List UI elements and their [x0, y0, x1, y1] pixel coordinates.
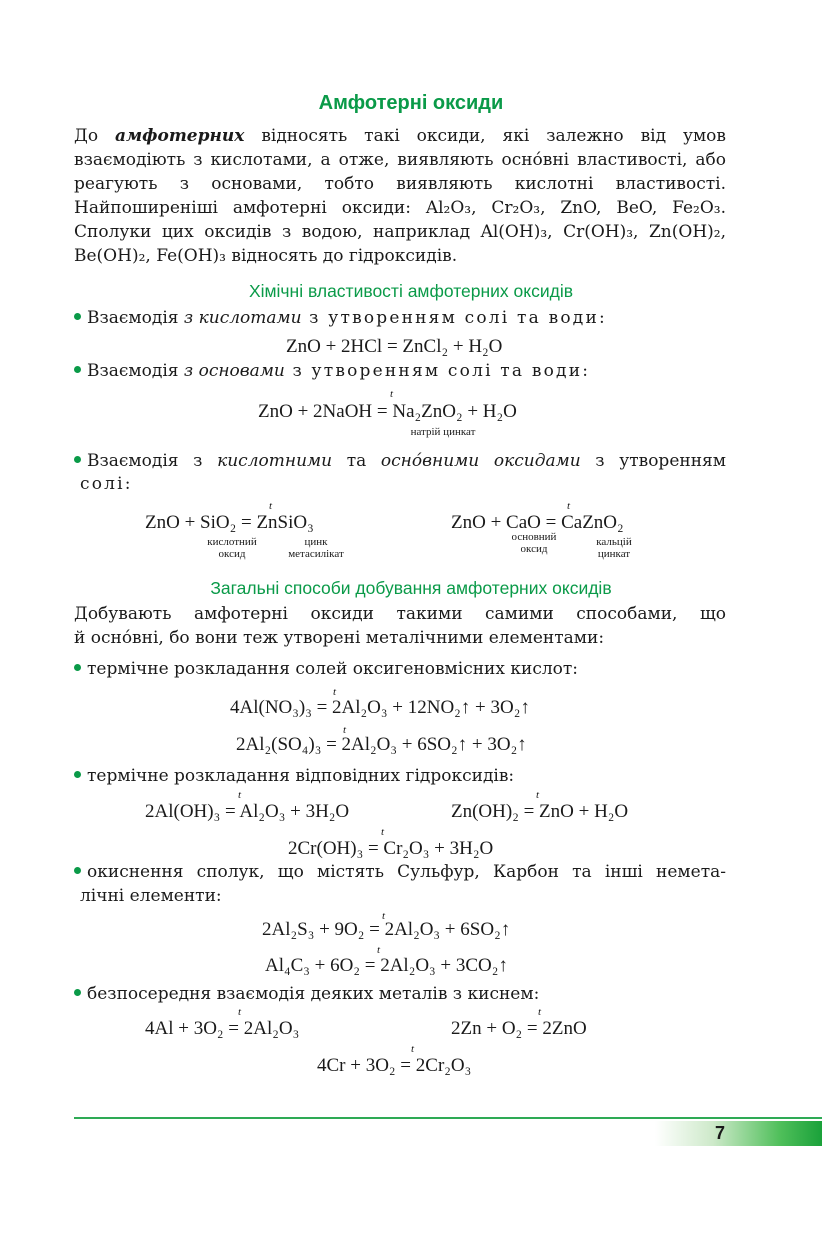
equation-al-sulfide: 2Al₂S₃ + 9O₂ = 2Al₂O₃ + 6SO₂↑	[262, 919, 511, 940]
bullet-oxides-line1: Взаємодія з кислотними та осно́вними оксидами з утворенням	[74, 451, 726, 471]
equation-al-hydroxide: 2Al(OH)₃ = Al₂O₃ + 3H₂O	[145, 801, 350, 822]
bullet-salt-decomposition: термічне розкладання солей оксигеновмісних кислот:	[74, 659, 726, 679]
condition-mark: t	[411, 1043, 415, 1055]
equation-zno-naoh: ZnO + 2NaOH = Na₂ZnO₂ + H₂O	[258, 401, 517, 422]
condition-mark: t	[269, 500, 273, 512]
equation-al-nitrate: 4Al(NO₃)₃ = 2Al₂O₃ + 12NO₂↑ + 3O₂↑	[230, 697, 530, 718]
bullet-icon	[74, 771, 81, 778]
note-acidic-oxide: кислотний оксид	[207, 536, 257, 560]
equation-zno-sio2: ZnO + SiO₂ = ZnSiO₃	[145, 512, 314, 533]
condition-mark: t	[567, 500, 571, 512]
bullet-oxidation-line1: окиснення сполук, що містять Сульфур, Карбон та інші немета-	[74, 862, 726, 882]
equation-al-oxygen: 4Al + 3O₂ = 2Al₂O₃	[145, 1018, 300, 1039]
condition-mark: t	[343, 724, 347, 736]
condition-mark: t	[377, 944, 381, 956]
footer-rule	[74, 1117, 822, 1119]
bullet-oxides-line2: солі:	[80, 474, 133, 494]
page-number-bar	[655, 1121, 822, 1146]
bullet-icon	[74, 867, 81, 874]
prep-paragraph-line1: Добувають амфотерні оксиди такими самими способами, що	[74, 604, 726, 624]
condition-mark: t	[538, 1006, 542, 1018]
condition-mark: t	[238, 1006, 242, 1018]
equation-cr-hydroxide: 2Cr(OH)₃ = Cr₂O₃ + 3H₂O	[288, 838, 494, 859]
section-title-amphoteric-oxides: Амфотерні оксиди	[318, 92, 504, 114]
equation-al-carbide: Al₄C₃ + 6O₂ = 2Al₂O₃ + 3CO₂↑	[265, 955, 508, 976]
note-zinc-metasilicate: цинк метасилікат	[288, 536, 344, 560]
prep-paragraph-line2: й осно́вні, бо вони теж утворені металічними елементами:	[74, 628, 605, 648]
bullet-icon	[74, 456, 81, 463]
note-calcium-zincate: кальцій цинкат	[596, 536, 632, 560]
note-sodium-zincate: натрій цинкат	[410, 426, 476, 438]
condition-mark: t	[238, 789, 242, 801]
equation-zn-oxygen: 2Zn + O₂ = 2ZnO	[451, 1018, 587, 1039]
condition-mark: t	[536, 789, 540, 801]
equation-zn-hydroxide: Zn(OH)₂ = ZnO + H₂O	[451, 801, 629, 822]
equation-cr-oxygen: 4Cr + 3O₂ = 2Cr₂O₃	[317, 1055, 472, 1076]
condition-mark: t	[333, 686, 337, 698]
condition-mark: t	[381, 826, 385, 838]
bullet-icon	[74, 313, 81, 320]
equation-al-sulfate: 2Al₂(SO₄)₃ = 2Al₂O₃ + 6SO₂↑ + 3O₂↑	[236, 734, 527, 755]
section-title-chemical-properties: Хімічні властивості амфотерних оксидів	[248, 281, 574, 301]
intro-paragraph: До амфотерних відносять такі оксиди, які залежно від умов взаємодіють з кислотами, а отже, виявляють осно́вні властивості, або реагують з основами, тобто виявляють кислотні властивості. Найпоширеніші амфотерні оксиди: Al₂O₃, Cr₂O₃, ZnO, BeO, Fe₂O₃. Сполуки цих оксидів з водою, наприклад Al(OH)₃, Cr(OH)₃, Zn(OH)₂, Be(OH)₂, Fe(OH)₃ відносять до гідроксидів.	[74, 126, 726, 266]
condition-mark: t	[382, 910, 386, 922]
bullet-oxidation-line2: лічні елементи:	[80, 886, 222, 906]
section-title-preparation-methods: Загальні способи добування амфотерних оксидів	[210, 578, 612, 598]
bullet-bases: Взаємодія з основами з утворенням солі та води:	[74, 361, 726, 381]
equation-zno-cao: ZnO + CaO = CaZnO₂	[451, 512, 624, 533]
condition-mark: t	[390, 388, 394, 400]
bullet-icon	[74, 366, 81, 373]
equation-zno-hcl: ZnO + 2HCl = ZnCl₂ + H₂O	[286, 336, 503, 357]
bullet-icon	[74, 989, 81, 996]
bullet-direct-oxidation: безпосередня взаємодія деяких металів з киснем:	[74, 984, 726, 1004]
bullet-acids: Взаємодія з кислотами з утворенням солі та води:	[74, 308, 726, 328]
bullet-hydroxide-decomposition: термічне розкладання відповідних гідроксидів:	[74, 766, 726, 786]
note-basic-oxide: основний оксид	[511, 531, 557, 555]
bullet-icon	[74, 664, 81, 671]
page-number: 7	[714, 1123, 725, 1143]
